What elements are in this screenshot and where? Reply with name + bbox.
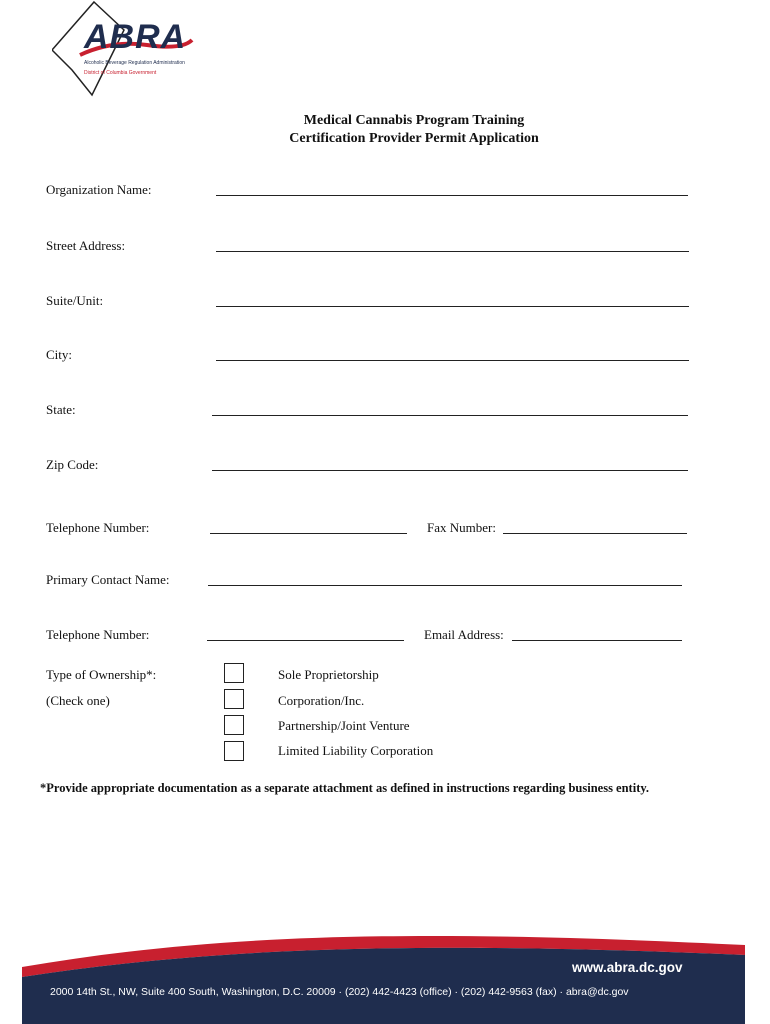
sole-proprietorship-checkbox[interactable] — [224, 663, 244, 683]
corporation-label: Corporation/Inc. — [278, 693, 365, 708]
contact-telephone-number-field[interactable] — [207, 628, 404, 641]
footer-website: www.abra.dc.gov — [572, 960, 683, 975]
city-field[interactable] — [216, 348, 689, 361]
llc-checkbox[interactable] — [224, 741, 244, 761]
footer-address-line: 2000 14th St., NW, Suite 400 South, Washington, D.C. 20009 · (202) 442-4423 (office) · (202) 442-9563 (fax) · abra@dc.gov — [50, 986, 629, 998]
email-address-label: Email Address: — [424, 627, 504, 642]
logo-line2: District of Columbia Government — [84, 70, 157, 76]
city-label: City: — [46, 347, 73, 362]
llc-label: Limited Liability Corporation — [278, 743, 434, 758]
contact-telephone-number-label: Telephone Number: — [46, 627, 150, 642]
email-address-field[interactable] — [512, 628, 682, 641]
logo-line1: Alcoholic Beverage Regulation Administration — [84, 60, 185, 66]
documentation-note: *Provide appropriate documentation as a separate attachment as defined in instructions regarding business entity. — [40, 781, 650, 795]
form-title-line1: Medical Cannabis Program Training — [303, 113, 525, 128]
form-title-line2: Certification Provider Permit Application — [289, 131, 539, 146]
check-one-hint: (Check one) — [46, 693, 110, 708]
fax-number-label: Fax Number: — [427, 520, 496, 535]
suite-unit-field[interactable] — [216, 294, 689, 307]
street-address-label: Street Address: — [46, 238, 126, 253]
suite-unit-label: Suite/Unit: — [46, 293, 104, 308]
organization-name-label: Organization Name: — [46, 182, 152, 197]
corporation-checkbox[interactable] — [224, 689, 244, 709]
organization-name-field[interactable] — [216, 183, 688, 196]
state-field[interactable] — [212, 403, 688, 416]
telephone-number-label: Telephone Number: — [46, 520, 150, 535]
state-label: State: — [46, 402, 76, 417]
primary-contact-name-field[interactable] — [208, 573, 682, 586]
abra-logo — [52, 0, 202, 100]
sole-proprietorship-label: Sole Proprietorship — [278, 667, 379, 682]
logo-wordmark: ABRA — [84, 18, 187, 56]
primary-contact-name-label: Primary Contact Name: — [46, 572, 170, 587]
street-address-field[interactable] — [216, 239, 689, 252]
partnership-checkbox[interactable] — [224, 715, 244, 735]
zip-code-field[interactable] — [212, 458, 688, 471]
telephone-number-field[interactable] — [210, 521, 407, 534]
fax-number-field[interactable] — [503, 521, 687, 534]
zip-code-label: Zip Code: — [46, 457, 99, 472]
type-of-ownership-label: Type of Ownership*: — [46, 667, 157, 682]
partnership-label: Partnership/Joint Venture — [278, 718, 410, 733]
